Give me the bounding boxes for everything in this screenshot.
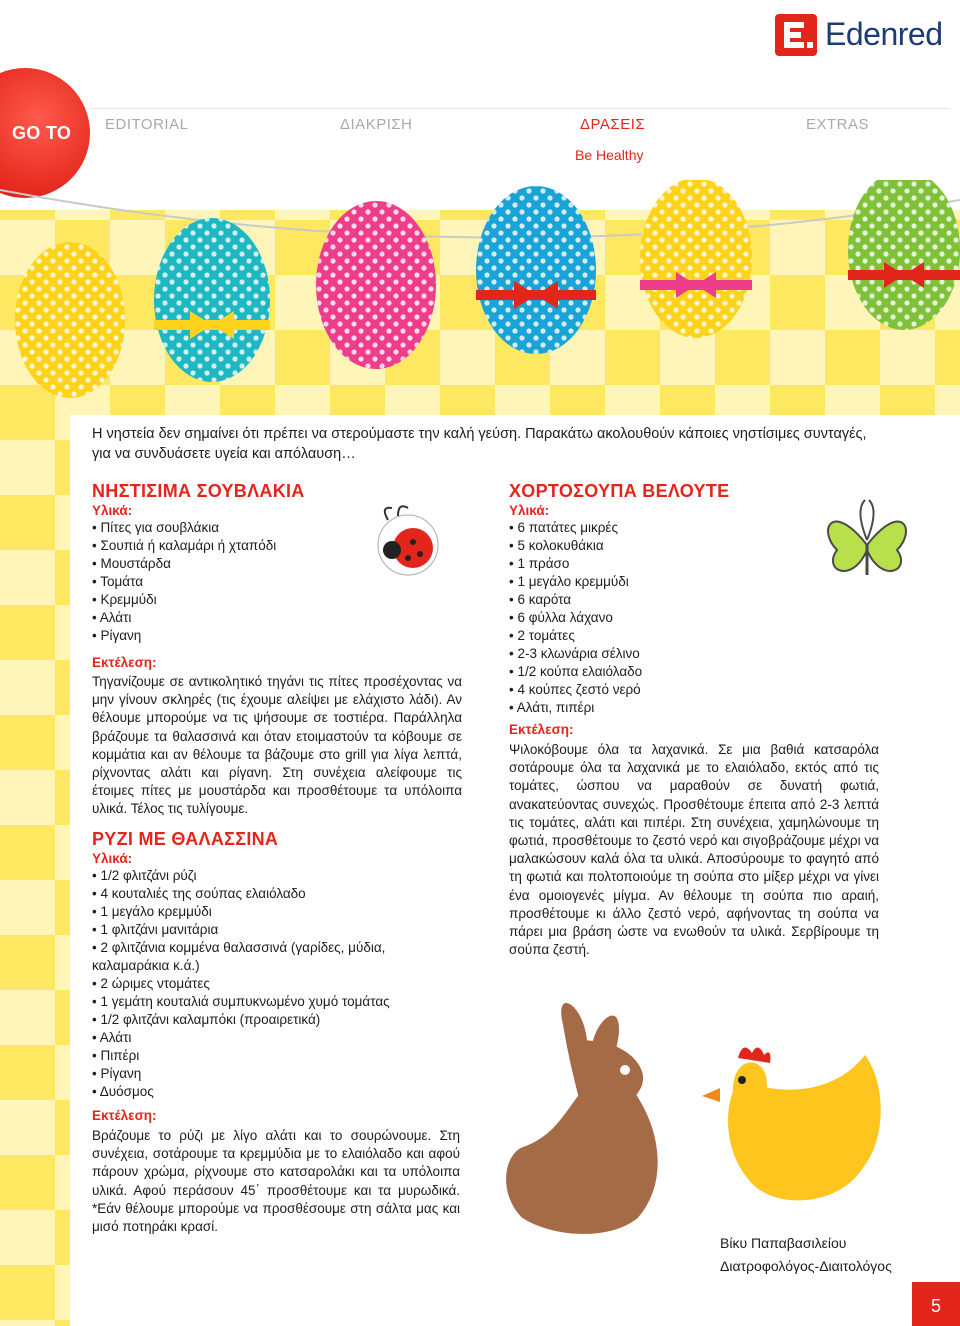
recipe3-ingredients-label: Υλικά: xyxy=(509,503,550,518)
recipe2-ingredients xyxy=(92,867,437,1101)
recipe3-ingredients xyxy=(509,519,809,717)
egg-blue xyxy=(476,186,596,354)
recipe3-execution: Ψιλοκόβουμε όλα τα λαχανικά. Σε μια βαθιά κατσαρόλα σοτάρουμε όλα τα λαχανικά με το ελαιόλαδο, εκτός από τις τομάτες, ώσπου να μαραθούν σε δυνατή φωτιά, ανακατεύοντας συνεχώς. Προσθέτουμε έπειτα από 2-3 λεπτά τις τομάτες, αλάτι και πιπέρι. Στη συνέχεια, χαμηλώνουμε τη φωτιά, προσθέτουμε το ζεστό νερό και σιγοβράζουμε μέχρι να μαλακώσουν καλά όλα τα υλικά. Αποσύρουμε το φαγητό από τη φωτιά και πολτοποιούμε τη σούπα στο μίξερ μέχρι να γίνει ένα ομοιογενές μίγμα. Αν θέλουμε τη σούπα πιο αραιή, προσθέτουμε κι άλλο ζεστό νερό, αφήνοντας τη σούπα να πάρει μια βράση ώστε να ενωθούν τα υλικά. Σερβίρουμε τη σούπα ζεστή. xyxy=(509,742,879,958)
recipe1-ingredients-label: Υλικά: xyxy=(92,503,133,518)
list-item: • Δυόσμος xyxy=(92,1083,437,1101)
list-item: • Πίτες για σουβλάκια xyxy=(92,519,472,537)
list-item: • Ρίγανη xyxy=(92,1065,437,1083)
bunny-icon xyxy=(490,985,710,1245)
recipe1-execution-label: Εκτέλεση: xyxy=(92,655,157,670)
edenred-logo: Edenred xyxy=(775,14,940,56)
page-number: 5 xyxy=(912,1282,960,1326)
list-item: • 4 κουταλιές της σούπας ελαιόλαδο xyxy=(92,885,437,903)
list-item: • 1 μεγάλο κρεμμύδι xyxy=(92,903,437,921)
nav-draseis[interactable]: ΔΡΑΣΕΙΣ xyxy=(580,116,646,133)
logo-mark xyxy=(775,14,817,56)
intro-text: Η νηστεία δεν σημαίνει ότι πρέπει να στερούμαστε την καλή γεύση. Παρακάτω ακολουθούν κάποιες νηστίσιμες συνταγές, για να συνδυάσετε υγεία και απόλαυση… xyxy=(92,426,867,462)
list-item: • Μουστάρδα xyxy=(92,555,472,573)
list-item: • Αλάτι, πιπέρι xyxy=(509,699,809,717)
list-item: • 1/2 κούπα ελαιόλαδο xyxy=(509,663,809,681)
egg-yellow-right xyxy=(640,180,752,338)
list-item: • 1/2 φλιτζάνι καλαμπόκι (προαιρετικά) xyxy=(92,1011,437,1029)
nav-sub-be-healthy[interactable]: Be Healthy xyxy=(575,147,644,163)
nav-extras[interactable]: EXTRAS xyxy=(806,116,870,133)
list-item: • 5 κολοκυθάκια xyxy=(509,537,809,555)
recipe2-title: ΡΥΖΙ ΜΕ ΘΑΛΑΣΣΙΝΑ xyxy=(92,829,279,849)
author-name: Βίκυ Παπαβασιλείου xyxy=(720,1235,847,1251)
egg-green xyxy=(848,180,960,330)
recipe3-title: ΧΟΡΤΟΣΟΥΠΑ ΒΕΛΟΥΤΕ xyxy=(509,481,730,501)
recipe1-title: ΝΗΣΤΙΣΙΜΑ ΣΟΥΒΛΑΚΙΑ xyxy=(92,481,305,501)
list-item: • 2-3 κλωνάρια σέλινο xyxy=(509,645,809,663)
list-item: • 6 καρότα xyxy=(509,591,809,609)
list-item: • 1/2 φλιτζάνι ρύζι xyxy=(92,867,437,885)
list-item: • Αλάτι xyxy=(92,1029,437,1047)
recipe2-execution: Βράζουμε το ρύζι με λίγο αλάτι και το σουρώνουμε. Στη συνέχεια, σοτάρουμε τα κρεμμύδια με το ελαιόλαδο και αφού πάρουν χρώμα, ρίχνουμε στο κατσαρολάκι και τα υπόλοιπα υλικά. Αφού περάσουν 45΄ προσθέτουμε και τα μυρωδικά. *Εάν θέλουμε μπορούμε να προσθέσουμε στη σάλτα μας και μισό ποτηράκι κρασί. xyxy=(92,1128,460,1235)
list-item: • 2 ώριμες ντομάτες xyxy=(92,975,437,993)
nav-editorial[interactable]: EDITORIAL xyxy=(105,116,189,133)
list-item: • 2 τομάτες xyxy=(509,627,809,645)
nav-diakrisi[interactable]: ΔΙΑΚΡΙΣΗ xyxy=(340,116,413,133)
chicken-icon xyxy=(690,1030,900,1230)
list-item: • Τομάτα xyxy=(92,573,472,591)
recipe2-execution-label: Εκτέλεση: xyxy=(92,1108,157,1123)
list-item: • Κρεμμύδι xyxy=(92,591,472,609)
author-signature xyxy=(720,1232,892,1278)
list-item: • 6 φύλλα λάχανο xyxy=(509,609,809,627)
list-item: • 2 φλιτζάνια κομμένα θαλασσινά (γαρίδες, μύδια, καλαμαράκια κ.ά.) xyxy=(92,939,437,975)
author-role: Διατροφολόγος-Διαιτολόγος xyxy=(720,1258,892,1274)
easter-eggs xyxy=(0,180,960,420)
butterfly-icon xyxy=(812,490,922,590)
list-item: • 1 γεμάτη κουταλιά συμπυκνωμένο χυμό τομάτας xyxy=(92,993,437,1011)
egg-pink xyxy=(316,201,436,369)
list-item: • 1 μεγάλο κρεμμύδι xyxy=(509,573,809,591)
list-item: • Ρίγανη xyxy=(92,627,472,645)
goto-button[interactable]: GO TO xyxy=(0,68,90,198)
egg-teal xyxy=(154,218,270,382)
recipe3-execution-label: Εκτέλεση: xyxy=(509,722,574,737)
list-item: • 1 πράσο xyxy=(509,555,809,573)
ladybug-icon xyxy=(358,500,448,580)
recipe1-execution: Τηγανίζουμε σε αντικολητικό τηγάνι τις πίτες προσέχοντας να μην γίνουν σκληρές (τις έχουμε αλείψει με ελάχιστο λάδι). Αν θέλουμε μπορούμε να τις ψήσουμε σε τοστιέρα. Παράλληλα βράζουμε τα θαλασσινά και όταν ετοιμαστούν τα κόβουμε σε κομμάτια και αν θέλουμε τα βάζουμε στο grill για λίγα λεπτά, ρίχνοντας αλάτι και ρίγανη. Στη συνέχεια αλείφουμε τις έτοιμες πίτες με μουστάρδα και προσθέτουμε τα υπόλοιπα υλικά. Τέλος τις τυλίγουμε. xyxy=(92,674,462,817)
list-item: • Πιπέρι xyxy=(92,1047,437,1065)
list-item: • Σουπιά ή καλαμάρι ή χταπόδι xyxy=(92,537,472,555)
list-item: • 1 φλιτζάνι μανιτάρια xyxy=(92,921,437,939)
list-item: • 6 πατάτες μικρές xyxy=(509,519,809,537)
nav-divider xyxy=(90,108,950,109)
egg-yellow-left xyxy=(15,242,125,398)
recipe2-ingredients-label: Υλικά: xyxy=(92,851,133,866)
list-item: • 4 κούπες ζεστό νερό xyxy=(509,681,809,699)
list-item: • Αλάτι xyxy=(92,609,472,627)
